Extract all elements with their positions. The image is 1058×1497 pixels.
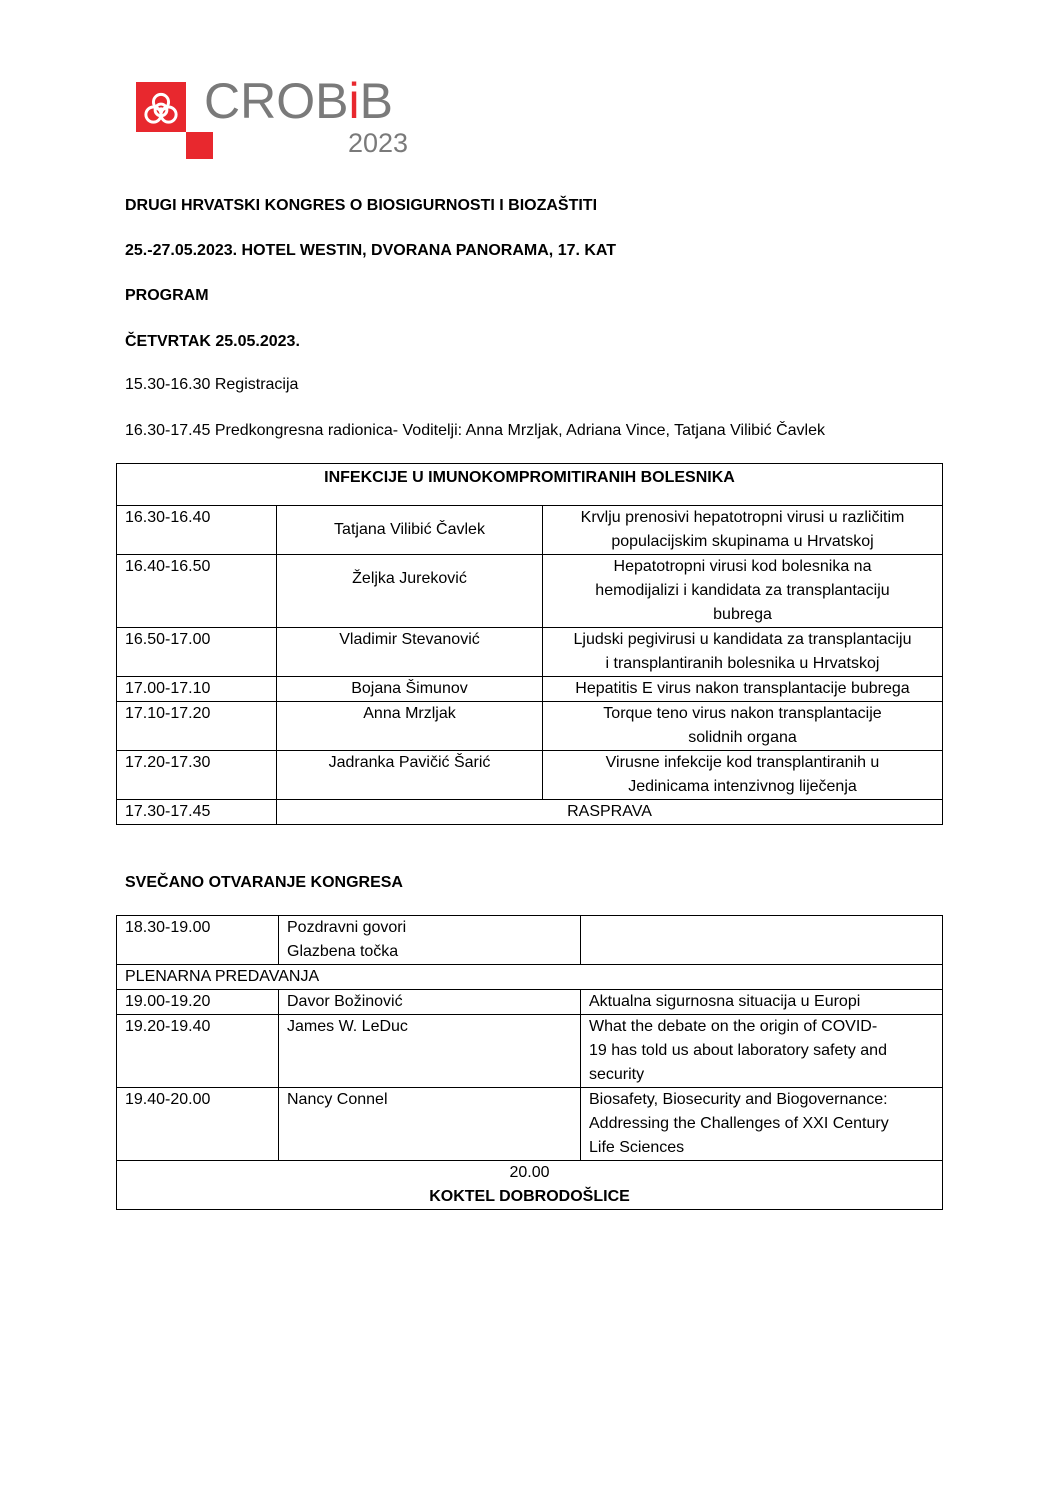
cocktail-label: KOKTEL DOBRODOŠLICE bbox=[429, 1188, 630, 1205]
table-row bbox=[117, 990, 943, 1015]
logo-wordmark: CROBiB bbox=[204, 73, 393, 129]
table-row bbox=[117, 1088, 943, 1161]
cocktail-cell bbox=[117, 1161, 943, 1210]
program-heading: PROGRAM bbox=[125, 287, 209, 304]
topic-cell: Hepatotropni virusi kod bolesnika na hemodijalizi i kandidata za transplantaciju bubrega bbox=[543, 555, 943, 628]
topic-cell: What the debate on the origin of COVID- 19 has told us about laboratory safety and security bbox=[581, 1015, 943, 1088]
table-row bbox=[117, 555, 943, 628]
time-cell: 17.10-17.20 bbox=[117, 702, 277, 751]
time-cell: 19.20-19.40 bbox=[117, 1015, 279, 1088]
speaker-cell: Nancy Connel bbox=[279, 1088, 581, 1161]
speaker-cell: Tatjana Vilibić Čavlek bbox=[277, 506, 543, 555]
topic-cell: Aktualna sigurnosna situacija u Europi bbox=[581, 990, 943, 1015]
table-row bbox=[117, 702, 943, 751]
opening-heading: SVEČANO OTVARANJE KONGRESA bbox=[125, 874, 403, 891]
day-heading: ČETVRTAK 25.05.2023. bbox=[125, 333, 300, 350]
welcome-items: Pozdravni govori Glazbena točka bbox=[279, 916, 581, 965]
time-cell: 16.50-17.00 bbox=[117, 628, 277, 677]
table-row bbox=[117, 1015, 943, 1088]
crobib-logo bbox=[136, 73, 426, 162]
table-row bbox=[117, 751, 943, 800]
speaker-cell: Bojana Šimunov bbox=[277, 677, 543, 702]
time-cell: 19.40-20.00 bbox=[117, 1088, 279, 1161]
congress-venue: 25.-27.05.2023. HOTEL WESTIN, DVORANA PANORAMA, 17. KAT bbox=[125, 242, 617, 259]
speaker-cell: Vladimir Stevanović bbox=[277, 628, 543, 677]
plenary-label-row bbox=[117, 965, 943, 990]
speaker-cell: Davor Božinović bbox=[279, 990, 581, 1015]
biohazard-icon bbox=[140, 86, 182, 128]
cocktail-time: 20.00 bbox=[509, 1164, 550, 1181]
table-row bbox=[117, 677, 943, 702]
time-cell: 16.30-16.40 bbox=[117, 506, 277, 555]
discussion-label: RASPRAVA bbox=[277, 800, 943, 825]
time-cell: 17.20-17.30 bbox=[117, 751, 277, 800]
workshop-table-title: INFEKCIJE U IMUNOKOMPROMITIRANIH BOLESNIKA bbox=[117, 464, 943, 506]
speaker-cell: Jadranka Pavičić Šarić bbox=[277, 751, 543, 800]
empty-cell bbox=[581, 916, 943, 965]
table-row bbox=[117, 628, 943, 677]
opening-table bbox=[116, 915, 943, 1210]
table-title-row bbox=[117, 464, 943, 506]
topic-cell: Ljudski pegivirusi u kandidata za transplantaciju i transplantiranih bolesnika u Hrvatskoj bbox=[543, 628, 943, 677]
time-cell: 17.00-17.10 bbox=[117, 677, 277, 702]
time-cell: 19.00-19.20 bbox=[117, 990, 279, 1015]
workshop-table bbox=[116, 463, 943, 825]
time-cell: 17.30-17.45 bbox=[117, 800, 277, 825]
topic-cell: Hepatitis E virus nakon transplantacije bubrega bbox=[543, 677, 943, 702]
time-cell: 16.40-16.50 bbox=[117, 555, 277, 628]
logo-year: 2023 bbox=[348, 128, 409, 158]
time-cell: 18.30-19.00 bbox=[117, 916, 279, 965]
speaker-cell: Željka Jureković bbox=[277, 555, 543, 628]
congress-title: DRUGI HRVATSKI KONGRES O BIOSIGURNOSTI I BIOZAŠTITI bbox=[125, 197, 598, 214]
discussion-row bbox=[117, 800, 943, 825]
speaker-cell: Anna Mrzljak bbox=[277, 702, 543, 751]
speaker-cell: James W. LeDuc bbox=[279, 1015, 581, 1088]
logo-red-square bbox=[136, 82, 186, 132]
cocktail-row bbox=[117, 1161, 943, 1210]
welcome-row bbox=[117, 916, 943, 965]
topic-cell: Torque teno virus nakon transplantacije solidnih organa bbox=[543, 702, 943, 751]
topic-cell: Biosafety, Biosecurity and Biogovernance: Addressing the Challenges of XXI Century Life Sciences bbox=[581, 1088, 943, 1161]
plenary-label: PLENARNA PREDAVANJA bbox=[117, 965, 943, 990]
logo-red-small-square bbox=[186, 132, 213, 159]
registration-line: 15.30-16.30 Registracija bbox=[125, 376, 299, 393]
topic-cell: Virusne infekcije kod transplantiranih u Jedinicama intenzivnog liječenja bbox=[543, 751, 943, 800]
table-row bbox=[117, 506, 943, 555]
topic-cell: Krvlju prenosivi hepatotropni virusi u različitim populacijskim skupinama u Hrvatskoj bbox=[543, 506, 943, 555]
workshop-line: 16.30-17.45 Predkongresna radionica- Voditelji: Anna Mrzljak, Adriana Vince, Tatjana Vilibić Čavlek bbox=[125, 422, 825, 439]
